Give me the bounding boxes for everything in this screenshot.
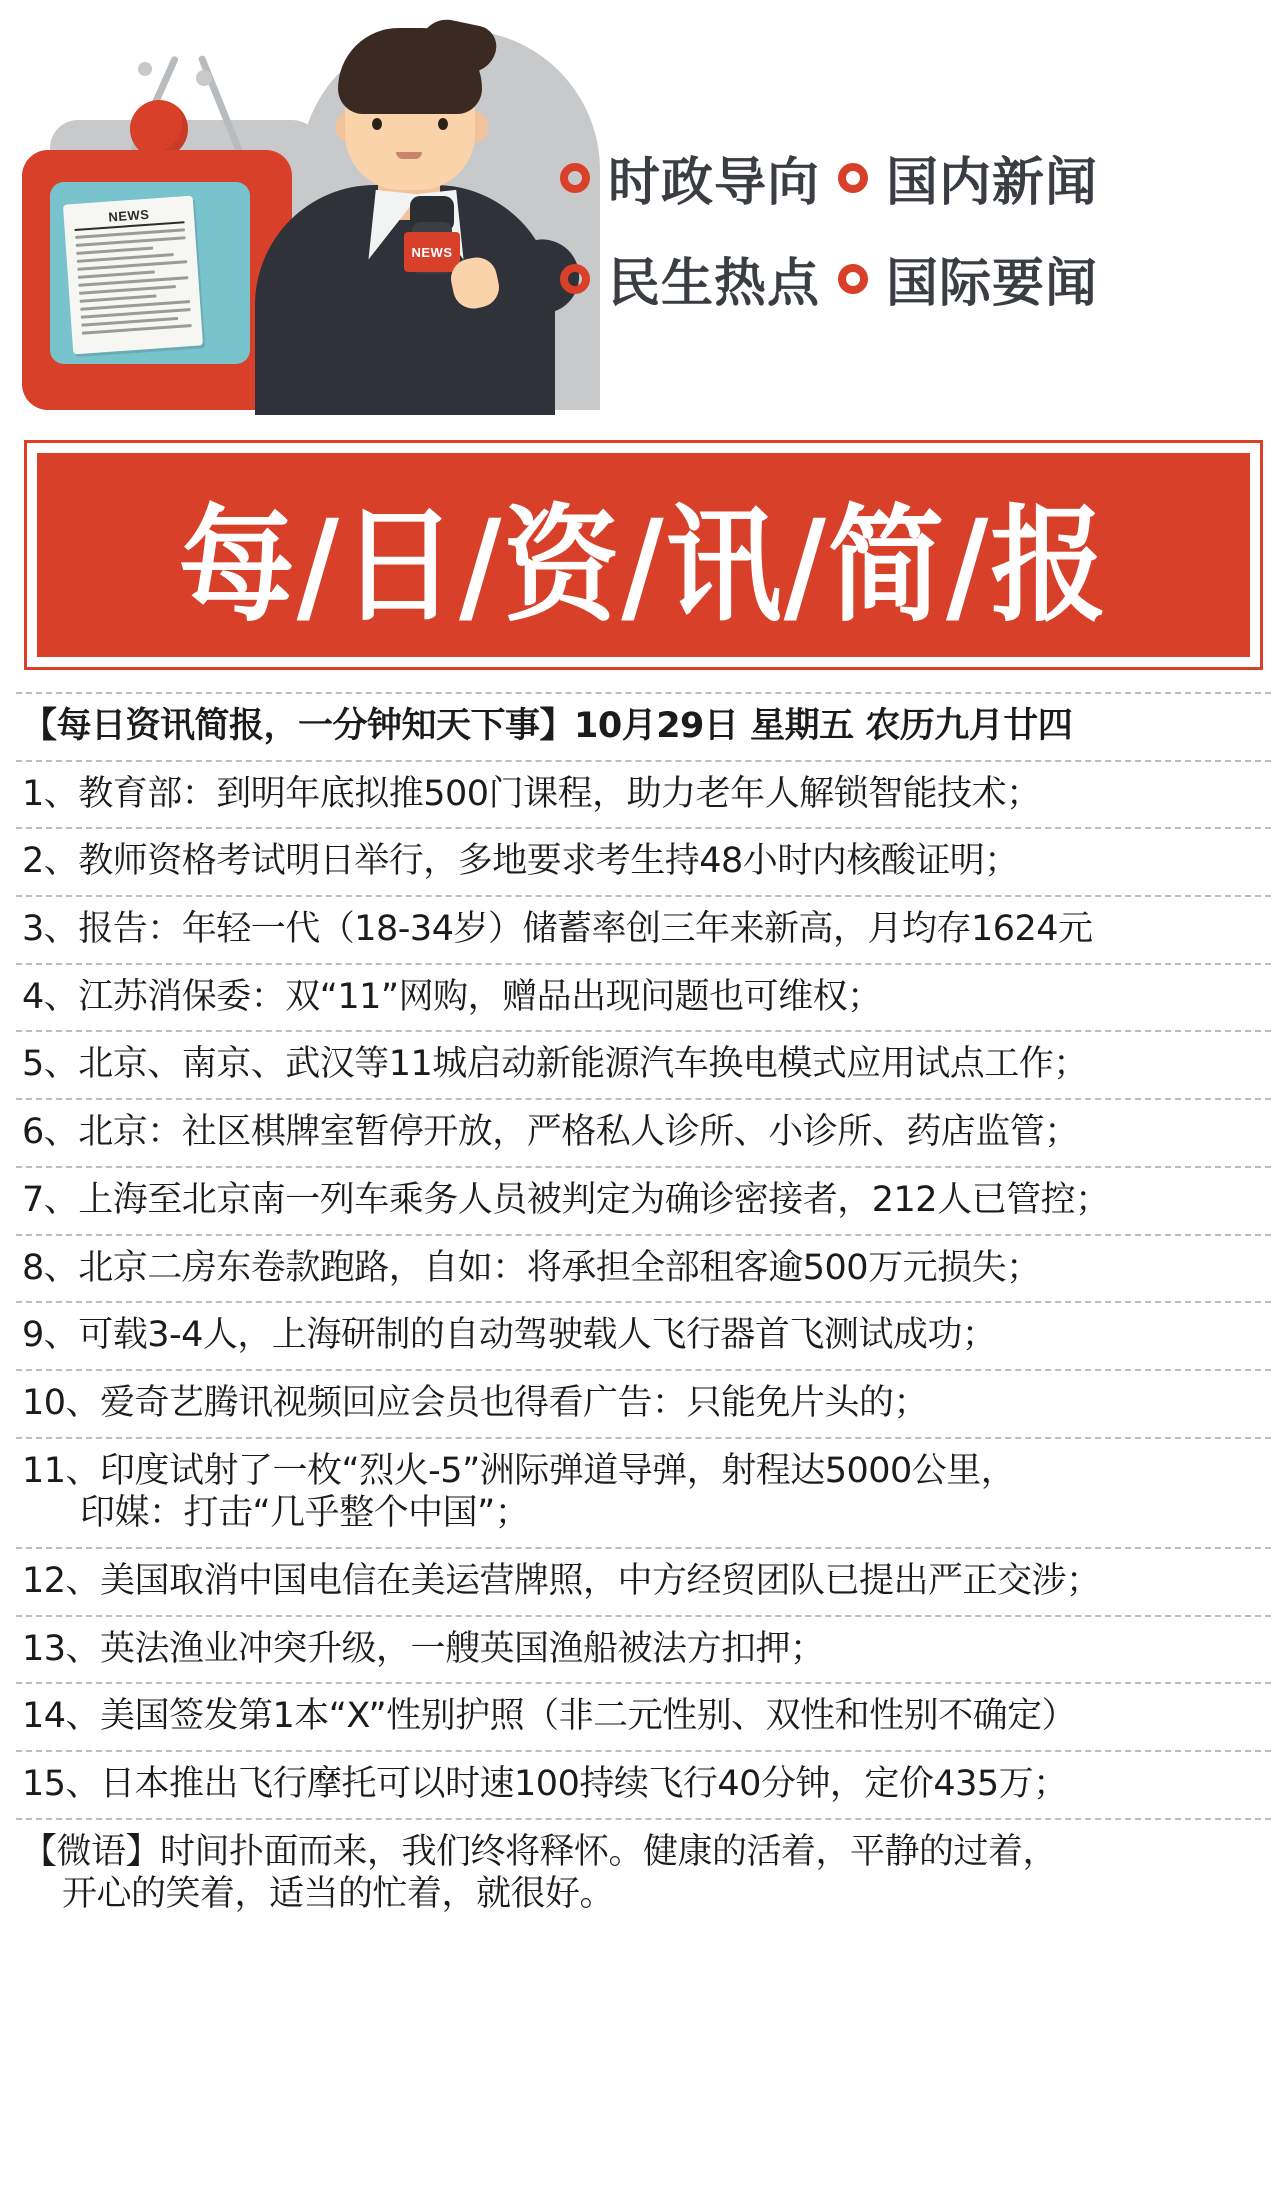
tv-antenna-tip-right: [196, 70, 212, 86]
header-illustration: [0, 0, 1287, 440]
list-item: 15、日本推出飞行摩托可以时速100持续飞行40分钟，定价435万；: [16, 1752, 1271, 1820]
microphone-flag-label: NEWS: [404, 232, 460, 272]
circle-bullet-icon: [560, 163, 590, 193]
list-item: 13、英法渔业冲突升级，一艘英国渔船被法方扣押；: [16, 1617, 1271, 1685]
slogan-label-1: 时政导向: [608, 153, 821, 213]
list-item: 10、爱奇艺腾讯视频回应会员也得看广告：只能免片头的；: [16, 1371, 1271, 1439]
bulletin-headline: 【每日资讯简报，一分钟知天下事】10月29日 星期五 农历九月廿四: [16, 694, 1271, 762]
circle-bullet-icon: [838, 264, 868, 294]
closing-note-line-2: 开心的笑着，适当的忙着，就很好。: [62, 1874, 615, 1915]
list-item: 14、美国签发第1本“X”性别护照（非二元性别、双性和性别不确定）: [16, 1684, 1271, 1752]
title-banner-frame: [24, 440, 1263, 670]
circle-bullet-icon: [838, 163, 868, 193]
list-item: 12、美国取消中国电信在美运营牌照，中方经贸团队已提出严正交涉；: [16, 1549, 1271, 1617]
closing-note: [16, 1820, 1271, 1928]
list-item: 8、北京二房东卷款跑路，自如：将承担全部租客逾500万元损失；: [16, 1236, 1271, 1304]
slogan-label-2: 国内新闻: [886, 153, 1099, 213]
list-item: 6、北京：社区棋牌室暂停开放，严格私人诊所、小诊所、药店监管；: [16, 1100, 1271, 1168]
list-item: 9、可载3-4人，上海研制的自动驾驶载人飞行器首飞测试成功；: [16, 1303, 1271, 1371]
circle-bullet-icon: [560, 264, 590, 294]
anchor-mouth: [396, 152, 422, 159]
slogan-label-3: 民生热点: [608, 254, 821, 314]
list-item: 7、上海至北京南一列车乘务人员被判定为确诊密接者，212人已管控；: [16, 1168, 1271, 1236]
list-item: 4、江苏消保委：双“11”网购，赠品出现问题也可维权；: [16, 965, 1271, 1033]
anchor-eye-left: [372, 118, 382, 130]
list-item-line-2: 印媒：打击“几乎整个中国”；: [80, 1493, 530, 1534]
anchor-eyebrow-right: [430, 105, 456, 110]
slogan-label-4: 国际要闻: [886, 254, 1099, 314]
anchor-eye-right: [438, 118, 448, 130]
tv-antenna-tip-left: [138, 62, 152, 76]
anchor-eyebrow-left: [364, 105, 390, 110]
list-item: 2、教师资格考试明日举行，多地要求考生持48小时内核酸证明；: [16, 829, 1271, 897]
page-title: 每/日/资/讯/简/报: [178, 492, 1109, 639]
news-list: [16, 692, 1271, 1928]
list-item-line-1: 11、印度试射了一枚“烈火-5”洲际弹道导弹，射程达5000公里，: [22, 1450, 1016, 1491]
slogan-group: [560, 140, 1260, 342]
newspaper-icon: [63, 196, 203, 355]
slogan-row-1: [560, 140, 1260, 215]
newspaper-masthead: NEWS: [73, 204, 184, 231]
title-banner: [37, 453, 1250, 657]
slogan-row-2: [560, 241, 1260, 316]
list-item: 3、报告：年轻一代（18-34岁）储蓄率创三年来新高，月均存1624元: [16, 897, 1271, 965]
list-item: 1、教育部：到明年底拟推500门课程，助力老年人解锁智能技术；: [16, 762, 1271, 830]
list-item: 5、北京、南京、武汉等11城启动新能源汽车换电模式应用试点工作；: [16, 1032, 1271, 1100]
newspaper-text-lines: [75, 228, 192, 334]
closing-note-line-1: 【微语】时间扑面而来，我们终将释怀。健康的活着，平静的过着，: [22, 1831, 1058, 1872]
list-item: [16, 1439, 1271, 1549]
